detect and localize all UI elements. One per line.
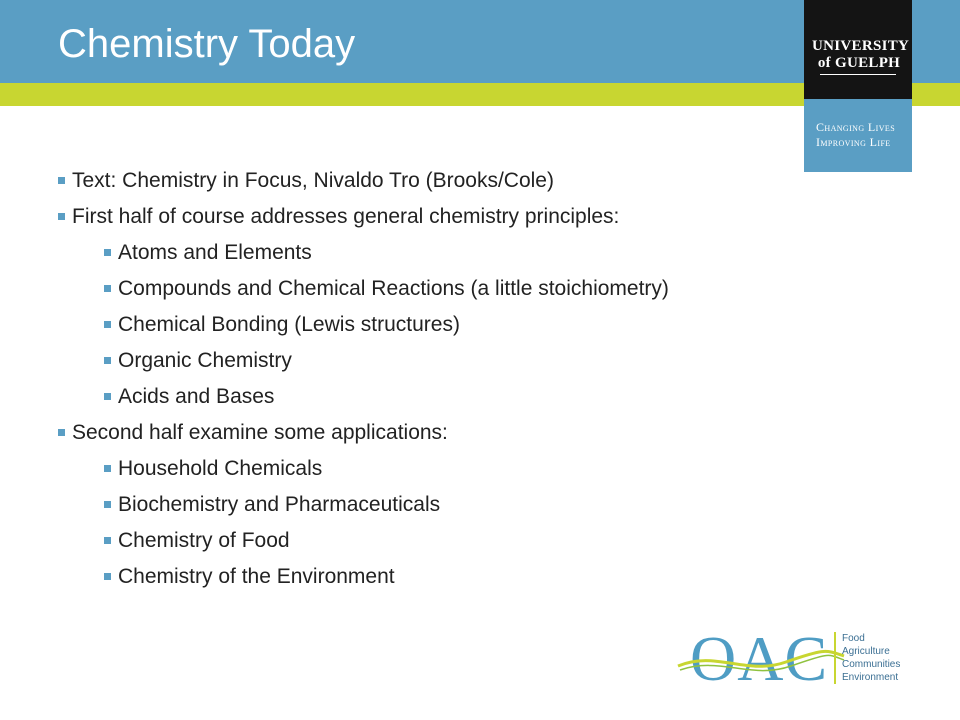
logo-university-text: UNIVERSITY [812, 38, 910, 54]
square-bullet-icon [58, 429, 65, 436]
square-bullet-icon [104, 357, 111, 364]
sub-bullet-item [104, 238, 312, 268]
square-bullet-icon [104, 537, 111, 544]
bullet-text: First half of course addresses general chemistry principles: [72, 205, 620, 228]
sub-bullet-item [104, 454, 322, 484]
bullet-text: Compounds and Chemical Reactions (a little stoichiometry) [118, 277, 669, 300]
swoosh-icon [676, 640, 846, 680]
bullet-text: Second half examine some applications: [72, 421, 448, 444]
square-bullet-icon [104, 285, 111, 292]
bullet-item [58, 166, 554, 196]
logo-tagline-2: Improving Life [816, 135, 891, 149]
oac-word: Communities [842, 659, 901, 670]
bullet-text: Biochemistry and Pharmaceuticals [118, 493, 441, 516]
square-bullet-icon [104, 573, 111, 580]
bullet-item [58, 418, 448, 448]
bullet-text: Organic Chemistry [118, 349, 292, 372]
bullet-text: Chemical Bonding (Lewis structures) [118, 313, 460, 336]
logo-tagline-1: Changing Lives [816, 120, 896, 134]
square-bullet-icon [58, 177, 65, 184]
bullet-text: Chemistry of the Environment [118, 565, 395, 588]
square-bullet-icon [104, 249, 111, 256]
oac-word-list [842, 632, 900, 684]
sub-bullet-item [104, 562, 395, 592]
oac-logo [676, 623, 916, 694]
bullet-text: Household Chemicals [118, 457, 323, 480]
bullet-text: Text: Chemistry in Focus, Nivaldo Tro (Brooks/Cole) [72, 169, 554, 192]
bullet-item [58, 202, 619, 232]
oac-letters: OAC [690, 623, 829, 694]
sub-bullet-item [104, 346, 292, 376]
logo-guelph-text: of GUELPH [817, 55, 901, 71]
slide-title: Chemistry Today [58, 22, 356, 66]
oac-divider [834, 632, 836, 684]
oac-word: Agriculture [842, 646, 890, 657]
bullet-text: Acids and Bases [118, 385, 275, 408]
sub-bullet-item [104, 526, 290, 556]
square-bullet-icon [104, 465, 111, 472]
square-bullet-icon [104, 393, 111, 400]
sub-bullet-item [104, 490, 440, 520]
sub-bullet-item [104, 274, 669, 304]
square-bullet-icon [58, 213, 65, 220]
bullet-text: Chemistry of Food [118, 529, 290, 552]
square-bullet-icon [104, 321, 111, 328]
oac-word: Environment [842, 672, 899, 683]
square-bullet-icon [104, 501, 111, 508]
sub-bullet-item [104, 382, 274, 412]
bullet-text: Atoms and Elements [118, 241, 312, 264]
sub-bullet-item [104, 310, 460, 340]
oac-word: Food [842, 633, 865, 644]
